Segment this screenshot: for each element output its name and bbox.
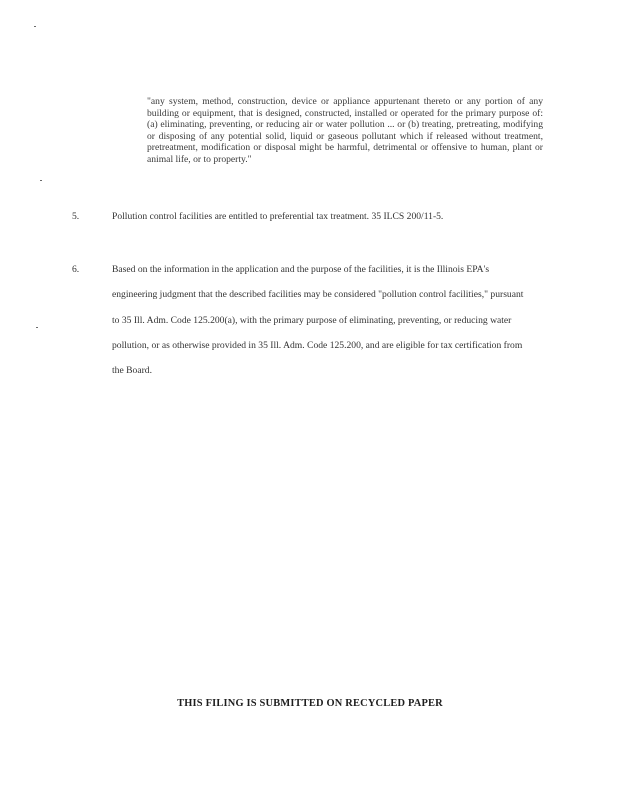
statutory-quote: "any system, method, construction, device or appliance appurtenant thereto or any portion of any building or equipment, that is designed, constructed, installed or operated for the primary purpose of: (a) eliminating, preventing, or reducing air or water pollution ... or (b) treating, pretreating, modifying or disposing of any potential solid, liquid or gaseous pollutant which if released without treatment, pretreatment, modification or disposal might be harmful, detrimental or offensive to human, plant or animal life, or to property." [147,96,543,165]
scan-speck [40,180,42,181]
recycled-paper-notice: THIS FILING IS SUBMITTED ON RECYCLED PAPER [177,698,443,709]
scan-speck [36,327,38,328]
paragraph-number: 6. [72,264,80,275]
paragraph-text: Based on the information in the application and the purpose of the facilities, it is the Illinois EPA's engineering judgment that the described facilities may be considered "pollution control facilities," pursuant to 35 Ill. Adm. Code 125.200(a), with the primary purpose of eliminating, preventing, or reducing water pollution, or as otherwise provided in 35 Ill. Adm. Code 125.200, and are eligible for tax certification from the Board. [112,264,524,377]
paragraph-number: 5. [72,211,80,222]
paragraph-text: Pollution control facilities are entitled to preferential tax treatment. 35 ILCS 200/11-5. [112,211,444,222]
scan-speck [34,26,36,27]
